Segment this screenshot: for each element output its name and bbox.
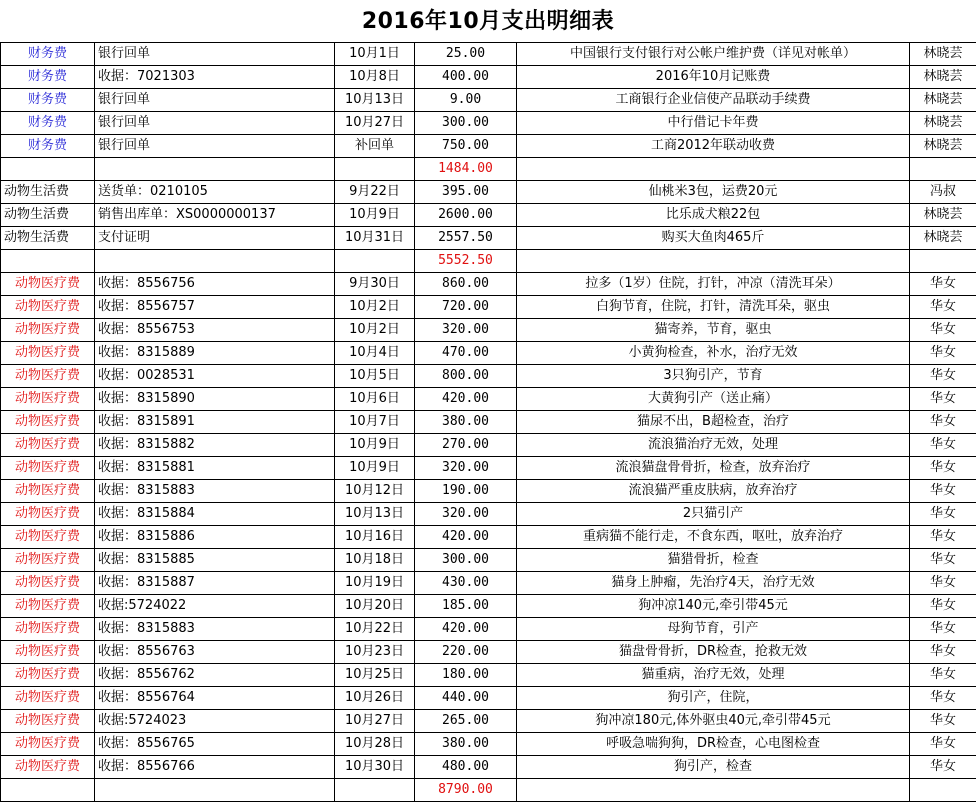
description-cell[interactable]: 母狗节育，引产 [517,618,910,641]
person-cell[interactable]: 林晓芸 [910,204,976,227]
amount-cell[interactable]: 420.00 [415,618,517,641]
description-cell[interactable]: 猫尿不出，B超检查，治疗 [517,411,910,434]
date-cell[interactable]: 10月13日 [335,89,415,112]
description-cell[interactable]: 猫盘骨骨折，DR检查，抢救无效 [517,641,910,664]
amount-cell[interactable]: 25.00 [415,43,517,66]
description-cell[interactable] [517,250,910,273]
document-cell[interactable]: 收据：8315890 [95,388,335,411]
table-row [1,319,976,342]
document-cell[interactable]: 收据：8556765 [95,733,335,756]
date-cell[interactable]: 10月25日 [335,664,415,687]
table-row [1,457,976,480]
person-cell[interactable]: 林晓芸 [910,135,976,158]
category-cell[interactable] [1,250,95,273]
description-cell[interactable] [517,779,910,802]
amount-cell[interactable]: 860.00 [415,273,517,296]
person-cell[interactable]: 华女 [910,273,976,296]
table-row [1,227,976,250]
amount-cell[interactable]: 400.00 [415,66,517,89]
date-cell[interactable]: 10月23日 [335,641,415,664]
table-row [1,687,976,710]
table-row [1,296,976,319]
category-cell[interactable]: 动物生活费 [1,204,95,227]
date-cell[interactable]: 10月4日 [335,342,415,365]
amount-cell[interactable]: 420.00 [415,388,517,411]
table-row [1,618,976,641]
description-cell[interactable]: 狗引产，检查 [517,756,910,779]
date-cell[interactable]: 10月2日 [335,296,415,319]
description-cell[interactable]: 工商银行企业信使产品联动手续费 [517,89,910,112]
date-cell[interactable]: 补回单 [335,135,415,158]
amount-cell[interactable]: 180.00 [415,664,517,687]
expense-table [0,42,976,802]
table-row [1,572,976,595]
person-cell[interactable]: 林晓芸 [910,227,976,250]
document-cell[interactable]: 银行回单 [95,135,335,158]
amount-cell[interactable]: 9.00 [415,89,517,112]
document-cell[interactable] [95,250,335,273]
category-cell[interactable]: 财务费 [1,43,95,66]
description-cell[interactable]: 比乐成犬粮22包 [517,204,910,227]
category-cell[interactable]: 动物医疗费 [1,710,95,733]
subtotal-row [1,779,976,802]
description-cell[interactable]: 工商2012年联动收费 [517,135,910,158]
person-cell[interactable]: 华女 [910,480,976,503]
date-cell[interactable]: 10月18日 [335,549,415,572]
category-cell[interactable]: 动物生活费 [1,181,95,204]
description-cell[interactable]: 呼吸急喘狗狗，DR检查，心电图检查 [517,733,910,756]
category-cell[interactable]: 动物医疗费 [1,503,95,526]
table-row [1,135,976,158]
description-cell[interactable]: 猫猎骨折，检查 [517,549,910,572]
amount-cell[interactable]: 800.00 [415,365,517,388]
document-cell[interactable]: 收据：8315882 [95,434,335,457]
description-cell[interactable]: 猫重病，治疗无效，处理 [517,664,910,687]
category-cell[interactable]: 动物医疗费 [1,641,95,664]
amount-cell[interactable]: 220.00 [415,641,517,664]
date-cell[interactable]: 10月6日 [335,388,415,411]
description-cell[interactable]: 购买大鱼肉465斤 [517,227,910,250]
person-cell[interactable] [910,250,976,273]
category-cell[interactable] [1,158,95,181]
amount-cell[interactable]: 320.00 [415,503,517,526]
document-cell[interactable]: 收据：8556764 [95,687,335,710]
person-cell[interactable] [910,779,976,802]
table-row [1,756,976,779]
category-cell[interactable]: 动物医疗费 [1,457,95,480]
document-cell[interactable]: 支付证明 [95,227,335,250]
person-cell[interactable]: 华女 [910,687,976,710]
document-cell[interactable]: 销售出库单：XS0000000137 [95,204,335,227]
document-cell[interactable]: 收据：8556766 [95,756,335,779]
table-row [1,411,976,434]
person-cell[interactable]: 华女 [910,549,976,572]
document-cell[interactable]: 收据：8315883 [95,618,335,641]
person-cell[interactable]: 华女 [910,365,976,388]
date-cell[interactable]: 10月9日 [335,457,415,480]
description-cell[interactable]: 大黄狗引产（送止痛） [517,388,910,411]
amount-cell[interactable]: 320.00 [415,319,517,342]
amount-cell[interactable]: 380.00 [415,411,517,434]
description-cell[interactable]: 中国银行支付银行对公帐户维护费（详见对帐单） [517,43,910,66]
date-cell[interactable]: 10月20日 [335,595,415,618]
table-row [1,664,976,687]
category-cell[interactable]: 动物医疗费 [1,618,95,641]
sheet-title: 2016年10月支出明细表 [0,0,976,42]
person-cell[interactable]: 华女 [910,388,976,411]
subtotal-row [1,158,976,181]
category-cell[interactable]: 动物医疗费 [1,365,95,388]
table-row [1,181,976,204]
category-cell[interactable]: 动物医疗费 [1,342,95,365]
table-row [1,388,976,411]
category-cell[interactable]: 动物医疗费 [1,388,95,411]
amount-cell[interactable]: 300.00 [415,112,517,135]
document-cell[interactable]: 收据：8556756 [95,273,335,296]
date-cell[interactable]: 10月1日 [335,43,415,66]
subtotal-amount-cell[interactable]: 8790.00 [415,779,517,802]
document-cell[interactable]: 收据:5724023 [95,710,335,733]
table-row [1,204,976,227]
amount-cell[interactable]: 440.00 [415,687,517,710]
category-cell[interactable]: 动物医疗费 [1,411,95,434]
person-cell[interactable]: 林晓芸 [910,43,976,66]
subtotal-amount-cell[interactable]: 1484.00 [415,158,517,181]
amount-cell[interactable]: 720.00 [415,296,517,319]
category-cell[interactable]: 动物医疗费 [1,756,95,779]
table-row [1,342,976,365]
date-cell[interactable]: 10月27日 [335,112,415,135]
date-cell[interactable]: 10月28日 [335,733,415,756]
date-cell[interactable]: 10月7日 [335,411,415,434]
category-cell[interactable]: 动物医疗费 [1,733,95,756]
person-cell[interactable]: 华女 [910,733,976,756]
table-row [1,273,976,296]
category-cell[interactable]: 动物医疗费 [1,687,95,710]
document-cell[interactable]: 银行回单 [95,89,335,112]
document-cell[interactable] [95,779,335,802]
document-cell[interactable]: 收据：8556753 [95,319,335,342]
document-cell[interactable]: 银行回单 [95,43,335,66]
table-row [1,595,976,618]
person-cell[interactable]: 华女 [910,503,976,526]
date-cell[interactable]: 10月9日 [335,204,415,227]
subtotal-row [1,250,976,273]
category-cell[interactable]: 动物医疗费 [1,572,95,595]
date-cell[interactable]: 10月12日 [335,480,415,503]
table-row [1,365,976,388]
person-cell[interactable]: 华女 [910,664,976,687]
person-cell[interactable]: 华女 [910,572,976,595]
description-cell[interactable]: 狗引产，住院， [517,687,910,710]
document-cell[interactable]: 收据：7021303 [95,66,335,89]
document-cell[interactable]: 收据：8556757 [95,296,335,319]
date-cell[interactable] [335,250,415,273]
person-cell[interactable]: 华女 [910,595,976,618]
amount-cell[interactable]: 380.00 [415,733,517,756]
description-cell[interactable]: 2只猫引产 [517,503,910,526]
document-cell[interactable]: 收据：0028531 [95,365,335,388]
document-cell[interactable]: 收据：8315884 [95,503,335,526]
description-cell[interactable]: 猫寄养，节育，驱虫 [517,319,910,342]
category-cell[interactable]: 动物医疗费 [1,549,95,572]
date-cell[interactable]: 10月31日 [335,227,415,250]
category-cell[interactable]: 财务费 [1,89,95,112]
table-row [1,89,976,112]
amount-cell[interactable]: 750.00 [415,135,517,158]
person-cell[interactable]: 华女 [910,526,976,549]
amount-cell[interactable]: 2557.50 [415,227,517,250]
date-cell[interactable]: 9月22日 [335,181,415,204]
date-cell[interactable]: 10月19日 [335,572,415,595]
document-cell[interactable]: 送货单：0210105 [95,181,335,204]
category-cell[interactable]: 动物医疗费 [1,296,95,319]
subtotal-amount-cell[interactable]: 5552.50 [415,250,517,273]
date-cell[interactable]: 10月22日 [335,618,415,641]
date-cell[interactable]: 10月9日 [335,434,415,457]
table-row [1,66,976,89]
date-cell[interactable]: 10月5日 [335,365,415,388]
date-cell[interactable] [335,158,415,181]
table-row [1,549,976,572]
document-cell[interactable]: 收据：8315887 [95,572,335,595]
amount-cell[interactable]: 320.00 [415,457,517,480]
category-cell[interactable]: 动物医疗费 [1,273,95,296]
person-cell[interactable]: 华女 [910,319,976,342]
table-row [1,43,976,66]
person-cell[interactable]: 华女 [910,457,976,480]
description-cell[interactable]: 中行借记卡年费 [517,112,910,135]
category-cell[interactable]: 财务费 [1,66,95,89]
category-cell[interactable]: 动物医疗费 [1,595,95,618]
description-cell[interactable]: 猫身上肿瘤，先治疗4天，治疗无效 [517,572,910,595]
category-cell[interactable]: 动物生活费 [1,227,95,250]
date-cell[interactable]: 10月8日 [335,66,415,89]
date-cell[interactable]: 10月13日 [335,503,415,526]
person-cell[interactable]: 冯叔 [910,181,976,204]
description-cell[interactable]: 2016年10月记账费 [517,66,910,89]
document-cell[interactable]: 收据：8556762 [95,664,335,687]
document-cell[interactable]: 收据：8315885 [95,549,335,572]
category-cell[interactable]: 动物医疗费 [1,526,95,549]
amount-cell[interactable]: 300.00 [415,549,517,572]
table-row [1,733,976,756]
description-cell[interactable]: 3只狗引产，节育 [517,365,910,388]
table-row [1,710,976,733]
description-cell[interactable]: 流浪猫盘骨骨折，检查，放弃治疗 [517,457,910,480]
description-cell[interactable]: 仙桃米3包，运费20元 [517,181,910,204]
expense-rows [1,43,976,802]
person-cell[interactable]: 林晓芸 [910,89,976,112]
amount-cell[interactable]: 265.00 [415,710,517,733]
table-row [1,112,976,135]
date-cell[interactable]: 10月2日 [335,319,415,342]
table-row [1,526,976,549]
person-cell[interactable]: 华女 [910,296,976,319]
date-cell[interactable] [335,779,415,802]
amount-cell[interactable]: 430.00 [415,572,517,595]
person-cell[interactable]: 华女 [910,756,976,779]
table-row [1,480,976,503]
person-cell[interactable] [910,158,976,181]
description-cell[interactable]: 流浪猫治疗无效，处理 [517,434,910,457]
document-cell[interactable]: 收据：8315891 [95,411,335,434]
description-cell[interactable]: 流浪猫严重皮肤病，放弃治疗 [517,480,910,503]
document-cell[interactable]: 收据：8315889 [95,342,335,365]
person-cell[interactable]: 林晓芸 [910,112,976,135]
amount-cell[interactable]: 470.00 [415,342,517,365]
person-cell[interactable]: 华女 [910,618,976,641]
table-row [1,434,976,457]
document-cell[interactable]: 收据:5724022 [95,595,335,618]
document-cell[interactable]: 收据：8556763 [95,641,335,664]
date-cell[interactable]: 9月30日 [335,273,415,296]
amount-cell[interactable]: 480.00 [415,756,517,779]
document-cell[interactable] [95,158,335,181]
table-row [1,503,976,526]
description-cell[interactable] [517,158,910,181]
amount-cell[interactable]: 185.00 [415,595,517,618]
category-cell[interactable]: 动物医疗费 [1,434,95,457]
person-cell[interactable]: 华女 [910,411,976,434]
person-cell[interactable]: 华女 [910,710,976,733]
description-cell[interactable]: 重病猫不能行走，不食东西，呕吐，放弃治疗 [517,526,910,549]
date-cell[interactable]: 10月27日 [335,710,415,733]
person-cell[interactable]: 华女 [910,342,976,365]
description-cell[interactable]: 拉多（1岁）住院，打针，冲凉（清洗耳朵） [517,273,910,296]
date-cell[interactable]: 10月16日 [335,526,415,549]
amount-cell[interactable]: 270.00 [415,434,517,457]
description-cell[interactable]: 白狗节育，住院，打针，清洗耳朵，驱虫 [517,296,910,319]
category-cell[interactable]: 动物医疗费 [1,664,95,687]
amount-cell[interactable]: 2600.00 [415,204,517,227]
document-cell[interactable]: 银行回单 [95,112,335,135]
category-cell[interactable]: 财务费 [1,135,95,158]
description-cell[interactable]: 狗冲凉140元,牵引带45元 [517,595,910,618]
amount-cell[interactable]: 395.00 [415,181,517,204]
document-cell[interactable]: 收据：8315883 [95,480,335,503]
person-cell[interactable]: 林晓芸 [910,66,976,89]
category-cell[interactable]: 动物医疗费 [1,319,95,342]
amount-cell[interactable]: 190.00 [415,480,517,503]
date-cell[interactable]: 10月26日 [335,687,415,710]
person-cell[interactable]: 华女 [910,434,976,457]
category-cell[interactable]: 财务费 [1,112,95,135]
description-cell[interactable]: 小黄狗检查，补水，治疗无效 [517,342,910,365]
date-cell[interactable]: 10月30日 [335,756,415,779]
person-cell[interactable]: 华女 [910,641,976,664]
description-cell[interactable]: 狗冲凉180元,体外驱虫40元,牵引带45元 [517,710,910,733]
amount-cell[interactable]: 420.00 [415,526,517,549]
document-cell[interactable]: 收据：8315881 [95,457,335,480]
category-cell[interactable] [1,779,95,802]
table-row [1,641,976,664]
document-cell[interactable]: 收据：8315886 [95,526,335,549]
category-cell[interactable]: 动物医疗费 [1,480,95,503]
